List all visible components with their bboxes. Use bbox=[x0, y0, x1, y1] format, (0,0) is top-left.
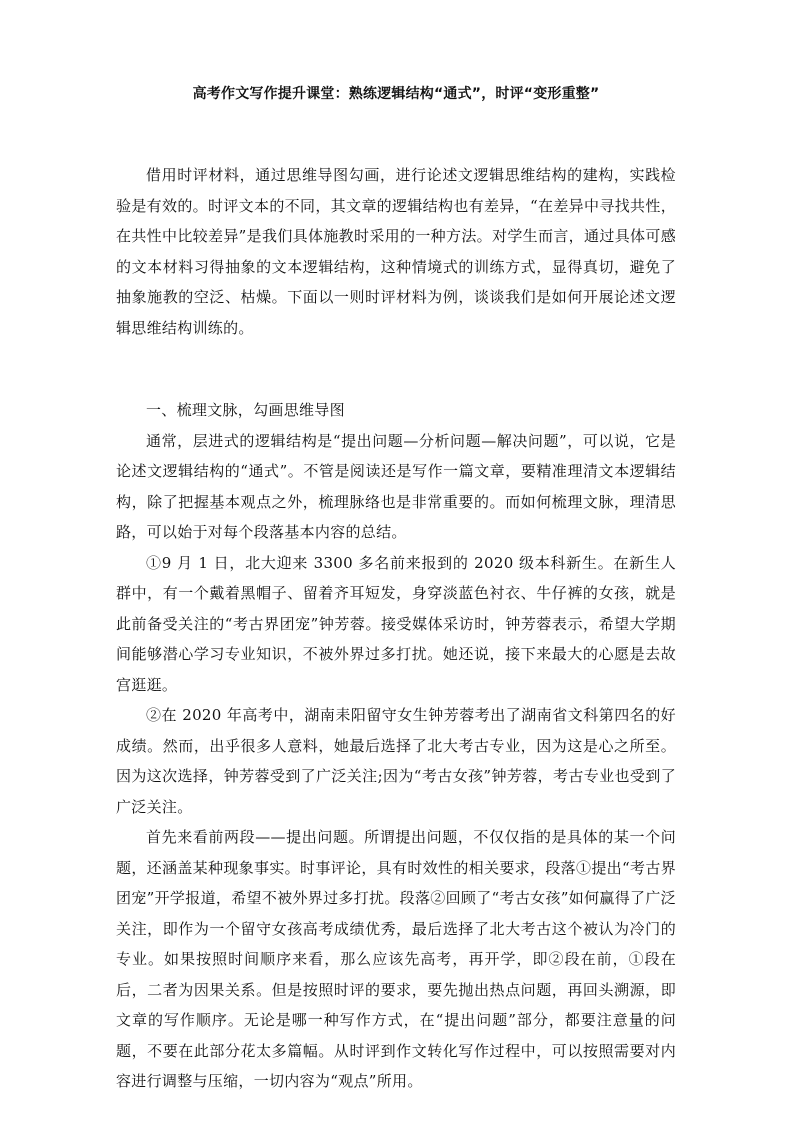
document-title: 高考作文写作提升课堂：熟练逻辑结构“通式”，时评“变形重整” bbox=[192, 86, 600, 102]
intro-paragraph: 借用时评材料，通过思维导图勾画，进行论述文逻辑思维结构的建构，实践检验是有效的。时评文本的不同，其文章的逻辑结构也有差异，“在差异中寻找共性，在共性中比较差异”是我们具体施教时采用的一种方法。对学生而言，通过具体可感的文本材料习得抽象的文本逻辑结构，这种情境式的训练方式，显得真切，避免了抽象施教的空泛、枯燥。下面以一则时评材料为例，谈谈我们是如何开展论述文逻辑思维结构训练的。 bbox=[116, 166, 676, 337]
body-paragraph-2: ①9 月 1 日，北大迎来 3300 多名前来报到的 2020 级本科新生。在新生人群中，有一个戴着黑帽子、留着齐耳短发，身穿淡蓝色衬衣、牛仔裤的女孩，就是此前备受关注的“考古界团宠”钟芳蓉。接受媒体采访时，钟芳蓉表示，希望大学期间能够潜心学习专业知识，不被外界过多打扰。她还说，接下来最大的心愿是去故宫逛逛。 bbox=[116, 553, 676, 694]
body-paragraph-3: ②在 2020 年高考中，湖南耒阳留守女生钟芳蓉考出了湖南省文科第四名的好成绩。然而，出乎很多人意料，她最后选择了北大考古专业，因为这是心之所至。因为这次选择，钟芳蓉受到了广泛关注;因为“考古女孩”钟芳蓉，考古专业也受到了广泛关注。 bbox=[116, 706, 676, 816]
body-paragraph-4: 首先来看前两段——提出问题。所谓提出问题，不仅仅指的是具体的某一个问题，还涵盖某种现象事实。时事评论，具有时效性的相关要求，段落①提出“考古界团宠”开学报道，希望不被外界过多打扰。段落②回顾了“考古女孩”如何赢得了广泛关注，即作为一个留守女孩高考成绩优秀，最后选择了北大考古这个被认为冷门的专业。如果按照时间顺序来看，那么应该先高考，再开学，即②段在前，①段在后，二者为因果关系。但是按照时评的要求，要先抛出热点问题，再回头溯源，即文章的写作顺序。无论是哪一种写作方式，在“提出问题”部分，都要注意量的问题，不要在此部分花太多篇幅。从时评到作文转化写作过程中，可以按照需要对内容进行调整与压缩，一切内容为“观点”所用。 bbox=[116, 828, 676, 1090]
section-heading: 一、梳理文脉，勾画思维导图 bbox=[146, 401, 345, 419]
body-paragraph-1: 通常，层进式的逻辑结构是“提出问题—分析问题—解决问题”，可以说，它是论述文逻辑结构的“通式”。不管是阅读还是写作一篇文章，要精准理清文本逻辑结构，除了把握基本观点之外，梳理脉络也是非常重要的。而如何梳理文脉，理清思路，可以始于对每个段落基本内容的总结。 bbox=[116, 431, 676, 541]
